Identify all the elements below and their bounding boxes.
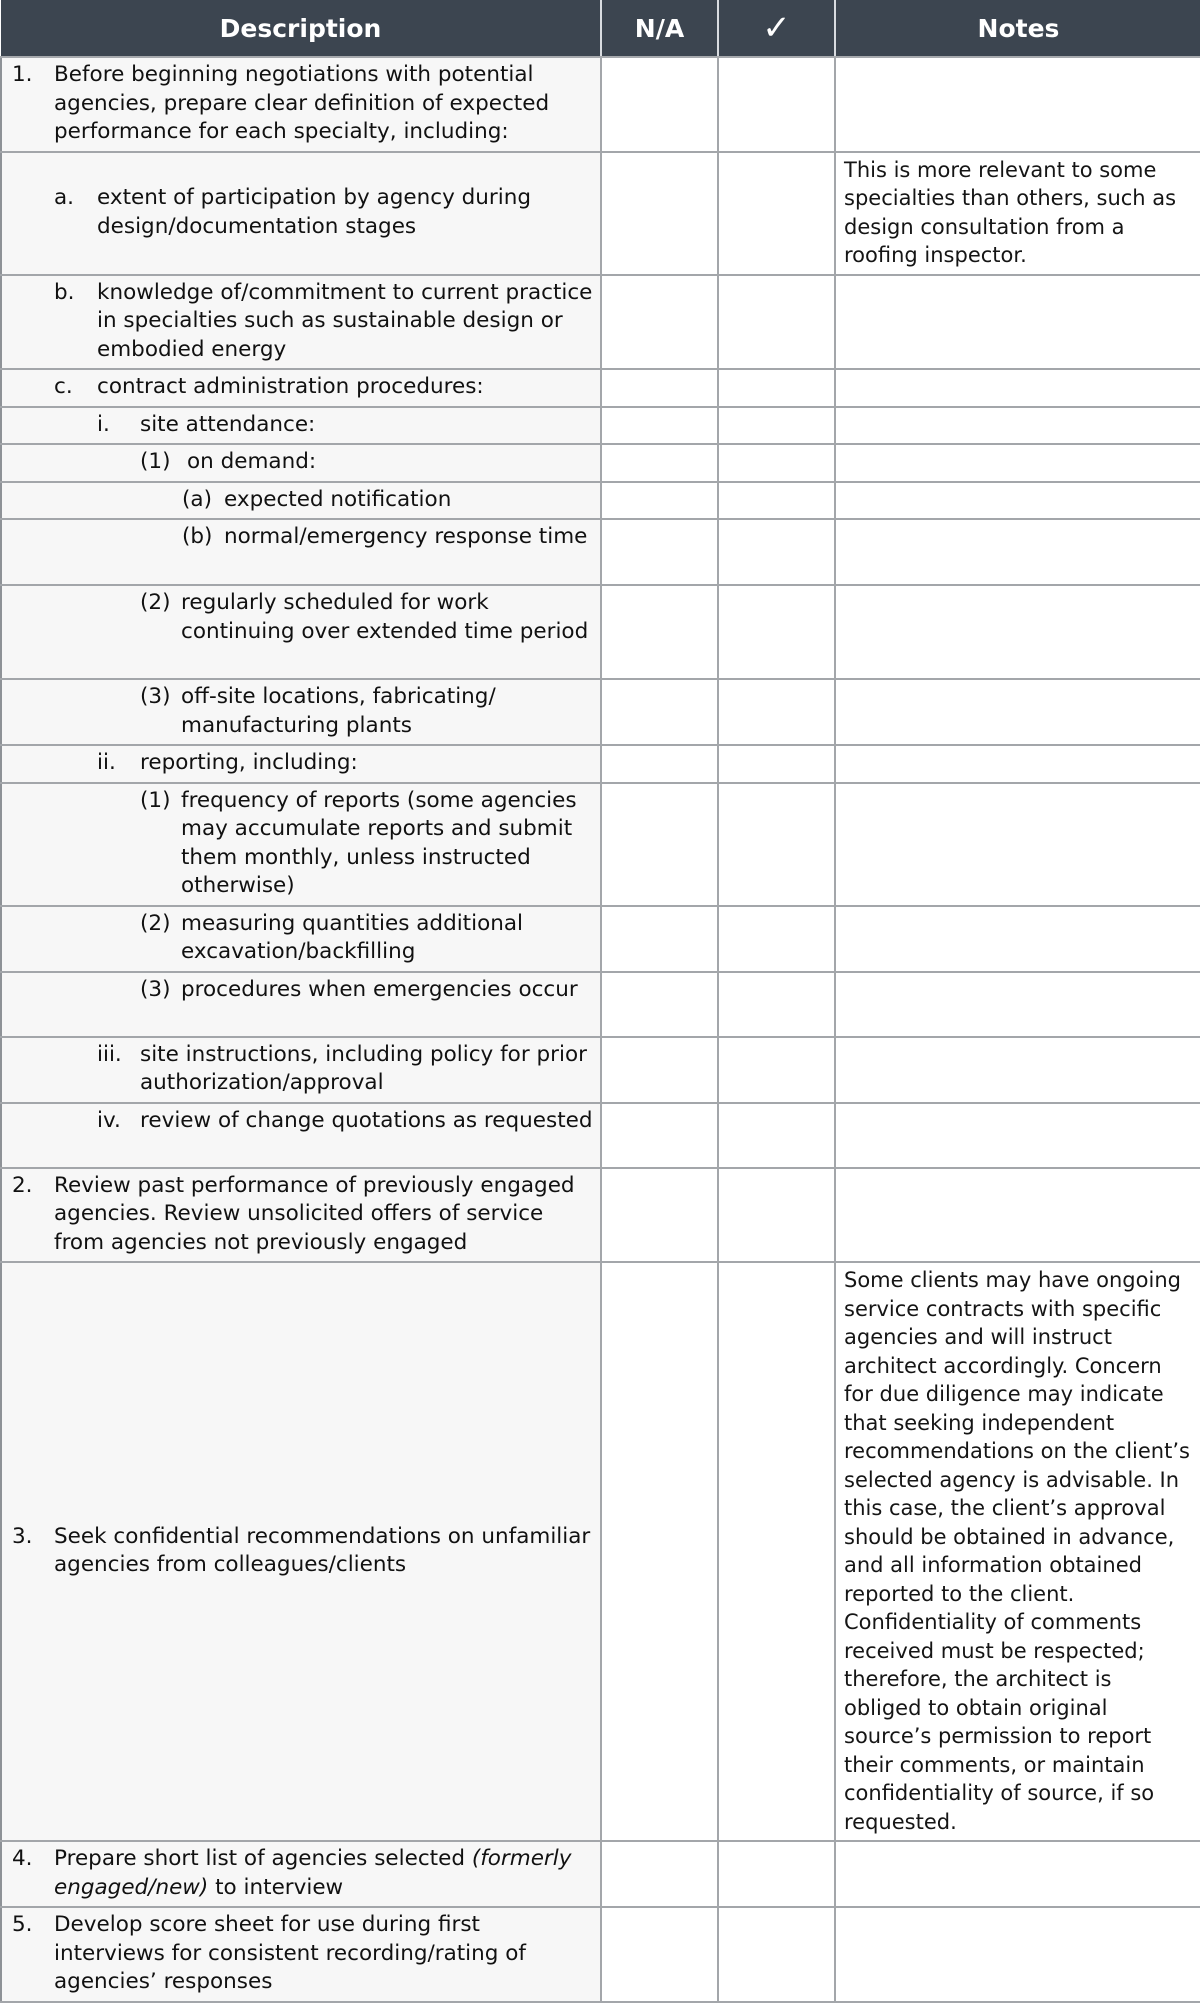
item-marker: (3) (140, 976, 171, 1002)
description-cell (1, 369, 601, 407)
notes-cell[interactable] (835, 444, 1200, 482)
item-text: review of change quotations as requested (140, 1107, 593, 1133)
description-cell (1, 275, 601, 370)
notes-text (836, 445, 1200, 452)
description-cell (1, 1262, 601, 1841)
notes-cell[interactable] (835, 1262, 1200, 1841)
notes-cell[interactable] (835, 972, 1200, 1037)
description-cell (1, 745, 601, 783)
item-marker: 1. (12, 62, 33, 87)
item-text: extent of participation by agency during design/documentation stages (97, 185, 531, 239)
item-text: knowledge of/commitment to current practice in specialties such as sustainable design or embodied energy (97, 279, 593, 362)
check-cell[interactable] (718, 519, 835, 585)
table-row (1, 1103, 1200, 1168)
item-text-part: to interview (208, 1874, 344, 1900)
item-text: Develop score sheet for use during first interviews for consistent recording/rating of agencies’ responses (54, 1912, 526, 1994)
check-cell[interactable] (718, 745, 835, 783)
item-text: site attendance: (140, 411, 316, 437)
description-cell (1, 906, 601, 972)
notes-cell[interactable] (835, 1907, 1200, 2002)
table-row (1, 745, 1200, 783)
item-marker: (b) (182, 524, 213, 549)
notes-text: This is more relevant to some specialties than others, such as design consultation from a roofing inspector. (844, 157, 1177, 267)
item-text (54, 1845, 600, 1902)
table-row (1, 679, 1200, 745)
item-marker: (3) (140, 684, 171, 709)
check-cell[interactable] (718, 679, 835, 745)
item-marker: 3. (12, 1523, 33, 1549)
item-marker: iv. (97, 1107, 121, 1133)
notes-cell[interactable] (835, 585, 1200, 679)
column-header-na: N/A (601, 0, 718, 57)
notes-cell[interactable] (835, 783, 1200, 906)
notes-cell[interactable] (835, 152, 1200, 275)
table-row (1, 972, 1200, 1037)
item-text: measuring quantities additional excavation/backfilling (181, 910, 524, 964)
na-cell[interactable] (601, 519, 718, 585)
table-row (1, 152, 1200, 275)
na-cell[interactable] (601, 1841, 718, 1907)
item-marker: (2) (140, 910, 171, 936)
check-cell[interactable] (718, 482, 835, 520)
table-row (1, 444, 1200, 482)
notes-cell[interactable] (835, 1103, 1200, 1168)
column-header-description: Description (1, 0, 601, 57)
table-row (1, 1907, 1200, 2002)
na-cell[interactable] (601, 1262, 718, 1841)
item-text: Seek confidential recommendations on unfamiliar agencies from colleagues/clients (54, 1523, 591, 1577)
item-text-italic: (formerly engaged/new) (54, 1846, 572, 1900)
notes-cell[interactable] (835, 745, 1200, 783)
table-row (1, 519, 1200, 585)
notes-cell[interactable] (835, 57, 1200, 152)
header-row (1, 0, 1200, 57)
item-text: reporting, including: (140, 750, 358, 775)
na-cell[interactable] (601, 57, 718, 152)
na-cell[interactable] (601, 275, 718, 370)
item-text: normal/emergency response time (224, 524, 588, 549)
check-cell[interactable] (718, 1168, 835, 1263)
item-marker: 4. (12, 1846, 33, 1871)
item-text: on demand: (187, 449, 317, 474)
check-cell[interactable] (718, 1103, 835, 1168)
check-cell[interactable] (718, 152, 835, 275)
check-cell[interactable] (718, 783, 835, 906)
item-marker: b. (54, 279, 75, 305)
notes-text (836, 784, 1200, 791)
item-marker: c. (54, 374, 73, 399)
notes-text (836, 907, 1200, 914)
na-cell[interactable] (601, 679, 718, 745)
notes-text (836, 1842, 1200, 1849)
notes-text (836, 370, 1200, 377)
description-cell (1, 1103, 601, 1168)
check-cell[interactable] (718, 275, 835, 370)
na-cell[interactable] (601, 783, 718, 906)
check-cell[interactable] (718, 407, 835, 445)
check-cell[interactable] (718, 1841, 835, 1907)
column-header-notes: Notes (835, 0, 1200, 57)
description-cell (1, 1907, 601, 2002)
notes-text (836, 586, 1200, 593)
table-row (1, 585, 1200, 679)
table-row (1, 1037, 1200, 1103)
na-cell[interactable] (601, 745, 718, 783)
check-cell[interactable] (718, 906, 835, 972)
table-row (1, 407, 1200, 445)
table-row (1, 1841, 1200, 1907)
na-cell[interactable] (601, 1168, 718, 1263)
notes-text (836, 520, 1200, 527)
notes-cell[interactable] (835, 369, 1200, 407)
item-marker: i. (97, 411, 110, 437)
table-row (1, 482, 1200, 520)
check-cell[interactable] (718, 585, 835, 679)
notes-text (836, 483, 1200, 490)
item-marker: a. (54, 185, 75, 210)
check-cell[interactable] (718, 57, 835, 152)
notes-text (836, 1169, 1200, 1176)
column-header-check (718, 0, 835, 57)
item-marker: ii. (97, 750, 116, 775)
description-cell (1, 679, 601, 745)
notes-text (836, 973, 1200, 980)
check-cell[interactable] (718, 1262, 835, 1841)
table-row (1, 1262, 1200, 1841)
na-cell[interactable] (601, 1037, 718, 1103)
notes-text (836, 276, 1200, 283)
notes-text: Some clients may have ongoing service contracts with specific agencies and will instruct architect accordingly. Concern for due diligence may indicate that seeking independent recommendations on the client’s selected agency is advisable. In this case, the client’s approval should be obtained in advance, and all information obtained reported to the client. Confidentiality of comments received must be respected; therefore, the architect is obliged to obtain original source’s permission to report their comments, or maintain confidentiality of source, if so requested. (844, 1268, 1190, 1834)
notes-cell[interactable] (835, 275, 1200, 370)
na-cell[interactable] (601, 1103, 718, 1168)
item-text: frequency of reports (some agencies may accumulate reports and submit them monthly, unless instructed otherwise) (181, 787, 577, 898)
description-cell (1, 585, 601, 679)
item-marker: (2) (140, 590, 171, 615)
description-cell (1, 482, 601, 520)
table-row (1, 1168, 1200, 1263)
notes-cell[interactable] (835, 679, 1200, 745)
na-cell[interactable] (601, 444, 718, 482)
item-text: site instructions, including policy for prior authorization/approval (140, 1041, 587, 1095)
item-text: contract administration procedures: (97, 374, 484, 399)
table-row (1, 369, 1200, 407)
description-cell (1, 57, 601, 152)
item-text: Review past performance of previously engaged agencies. Review unsolicited offers of service from agencies not previously engaged (54, 1172, 575, 1255)
item-text: off-site locations, fabricating/ manufacturing plants (181, 684, 496, 738)
check-cell[interactable] (718, 972, 835, 1037)
na-cell[interactable] (601, 152, 718, 275)
table-row (1, 783, 1200, 906)
table-row (1, 906, 1200, 972)
notes-cell[interactable] (835, 482, 1200, 520)
item-text: expected notification (224, 486, 452, 512)
description-cell (1, 1168, 601, 1263)
item-text: procedures when emergencies occur (181, 976, 578, 1002)
item-marker: 5. (12, 1912, 33, 1937)
notes-cell[interactable] (835, 1037, 1200, 1103)
item-marker: (1) (140, 449, 171, 474)
notes-text (836, 1104, 1200, 1111)
na-cell[interactable] (601, 906, 718, 972)
check-cell[interactable] (718, 444, 835, 482)
description-cell (1, 444, 601, 482)
notes-text (836, 1038, 1200, 1045)
description-cell (1, 1037, 601, 1103)
notes-text (836, 680, 1200, 687)
checkmark-icon: ✓ (762, 8, 791, 48)
notes-text (836, 58, 1200, 65)
description-cell (1, 972, 601, 1037)
item-text: regularly scheduled for work continuing over extended time period (181, 590, 589, 644)
description-cell (1, 519, 601, 585)
na-cell[interactable] (601, 972, 718, 1037)
item-marker: 2. (12, 1172, 33, 1198)
notes-cell[interactable] (835, 1841, 1200, 1907)
check-cell[interactable] (718, 369, 835, 407)
description-cell (1, 783, 601, 906)
item-text-part: Prepare short list of agencies selected (54, 1846, 472, 1871)
item-marker: (a) (182, 486, 212, 512)
notes-cell[interactable] (835, 407, 1200, 445)
check-cell[interactable] (718, 1907, 835, 2002)
notes-text (836, 408, 1200, 415)
description-cell (1, 152, 601, 275)
notes-cell[interactable] (835, 906, 1200, 972)
na-cell[interactable] (601, 1907, 718, 2002)
description-cell (1, 1841, 601, 1907)
notes-cell[interactable] (835, 1168, 1200, 1263)
na-cell[interactable] (601, 369, 718, 407)
item-marker: (1) (140, 787, 171, 813)
na-cell[interactable] (601, 407, 718, 445)
notes-cell[interactable] (835, 519, 1200, 585)
na-cell[interactable] (601, 585, 718, 679)
table-row (1, 275, 1200, 370)
notes-text (836, 746, 1200, 753)
notes-text (836, 1908, 1200, 1915)
na-cell[interactable] (601, 482, 718, 520)
item-text: Before beginning negotiations with potential agencies, prepare clear definition of expected performance for each specialty, including: (54, 62, 550, 144)
description-cell (1, 407, 601, 445)
item-marker: iii. (97, 1041, 122, 1067)
table-row (1, 57, 1200, 152)
check-cell[interactable] (718, 1037, 835, 1103)
